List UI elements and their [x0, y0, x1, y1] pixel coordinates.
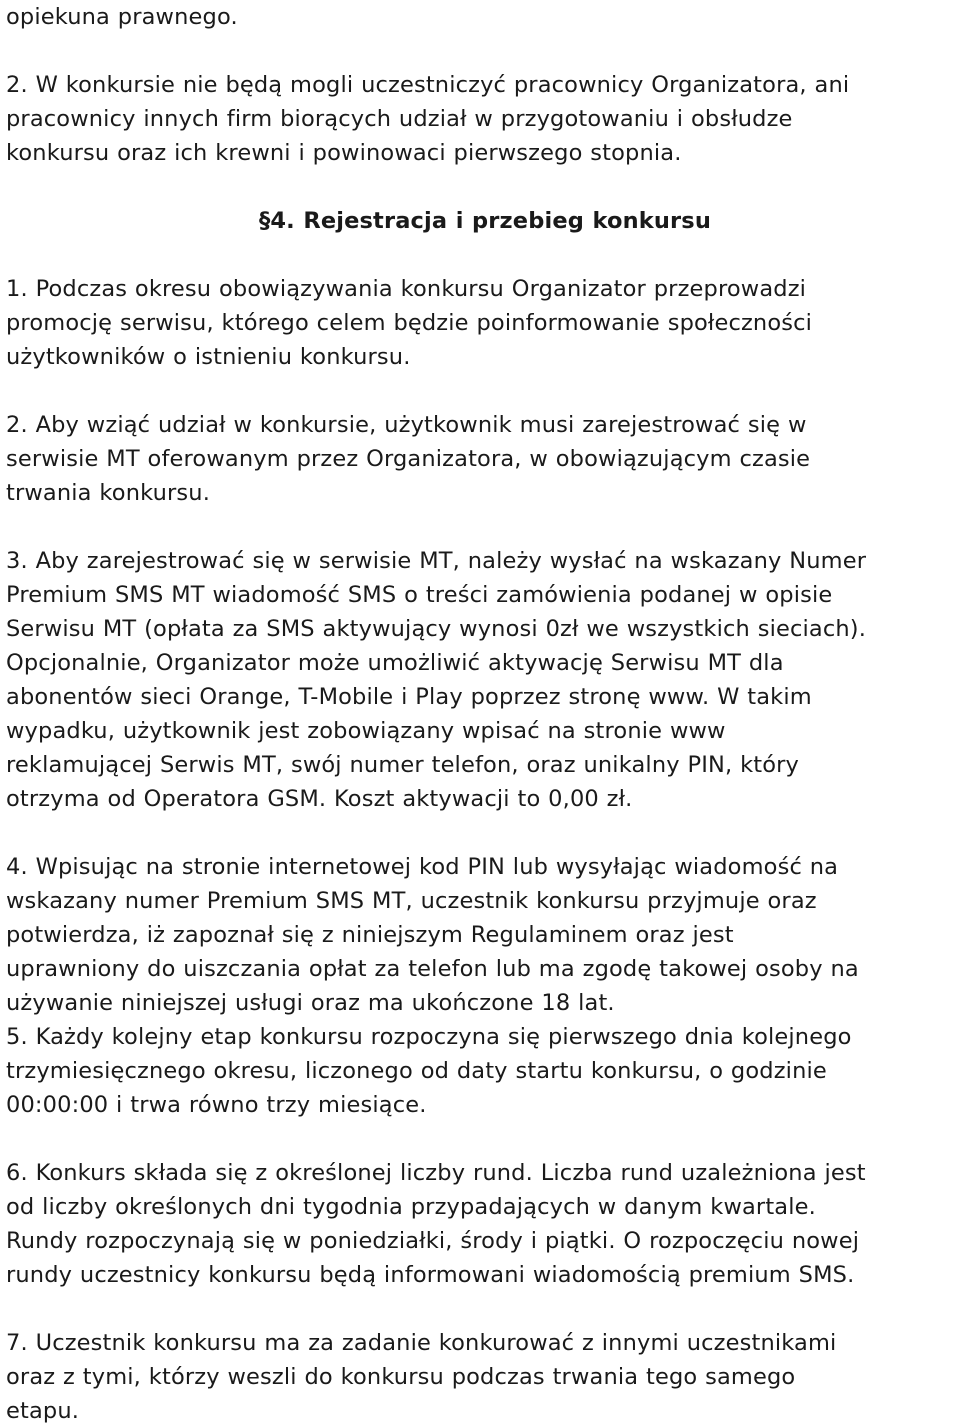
paragraph-4-2-registration: 2. Aby wziąć udział w konkursie, użytkownik musi zarejestrować się w serwisie MT oferowanym przez Organizatora, w obowiązującym czasie trwania konkursu.: [6, 412, 811, 506]
paragraph-4-5-stages: 5. Każdy kolejny etap konkursu rozpoczyna się pierwszego dnia kolejnego trzymiesięcznego okresu, liczonego od daty startu konkursu, o godzinie 00:00:00 i trwa równo trzy miesiące.: [6, 1024, 852, 1118]
paragraph-guardian-end: opiekuna prawnego.: [6, 4, 238, 30]
paragraph-4-3-sms-activation: 3. Aby zarejestrować się w serwisie MT, należy wysłać na wskazany Numer Premium SMS MT wiadomość SMS o treści zamówienia podanej w opisie Serwisu MT (opłata za SMS aktywujący wynosi 0zł we wszystkich sieciach). Opcjonalnie, Organizator może umożliwić aktywację Serwisu MT dla abonentów sieci Orange, T-Mobile i Play poprzez stronę www. W takim wypadku, użytkownik jest zobowiązany wpisać na stronie www reklamującej Serwis MT, swój numer telefon, oraz unikalny PIN, który otrzyma od Operatora GSM. Koszt aktywacji to 0,00 zł.: [6, 548, 867, 812]
paragraph-4-1-promotion: 1. Podczas okresu obowiązywania konkursu Organizator przeprowadzi promocję serwisu, którego celem będzie poinformowanie społeczności użytkowników o istnieniu konkursu.: [6, 276, 813, 370]
paragraph-4-7-competition: 7. Uczestnik konkursu ma za zadanie konkurować z innymi uczestnikami oraz z tymi, którzy weszli do konkursu podczas trwania tego samego etapu.: [6, 1330, 837, 1424]
paragraph-2-exclusions: 2. W konkursie nie będą mogli uczestniczyć pracownicy Organizatora, ani pracownicy innych firm biorących udział w przygotowaniu i obsłudze konkursu oraz ich krewni i powinowaci pierwszego stopnia.: [6, 72, 850, 166]
section-heading-4: §4. Rejestracja i przebieg konkursu: [258, 208, 712, 234]
document-body: [6, 0, 956, 1428]
paragraph-4-6-rounds: 6. Konkurs składa się z określonej liczby rund. Liczba rund uzależniona jest od liczby określonych dni tygodnia przypadających w danym kwartale. Rundy rozpoczynają się w poniedziałki, środy i piątki. O rozpoczęciu nowej rundy uczestnicy konkursu będą informowani wiadomością premium SMS.: [6, 1160, 866, 1288]
paragraph-4-4-pin-acceptance: 4. Wpisując na stronie internetowej kod PIN lub wysyłając wiadomość na wskazany numer Premium SMS MT, uczestnik konkursu przyjmuje oraz potwierdza, iż zapoznał się z niniejszym Regulaminem oraz jest uprawniony do uiszczania opłat za telefon lub ma zgodę takowej osoby na używanie niniejszej usługi oraz ma ukończone 18 lat.: [6, 854, 859, 1016]
